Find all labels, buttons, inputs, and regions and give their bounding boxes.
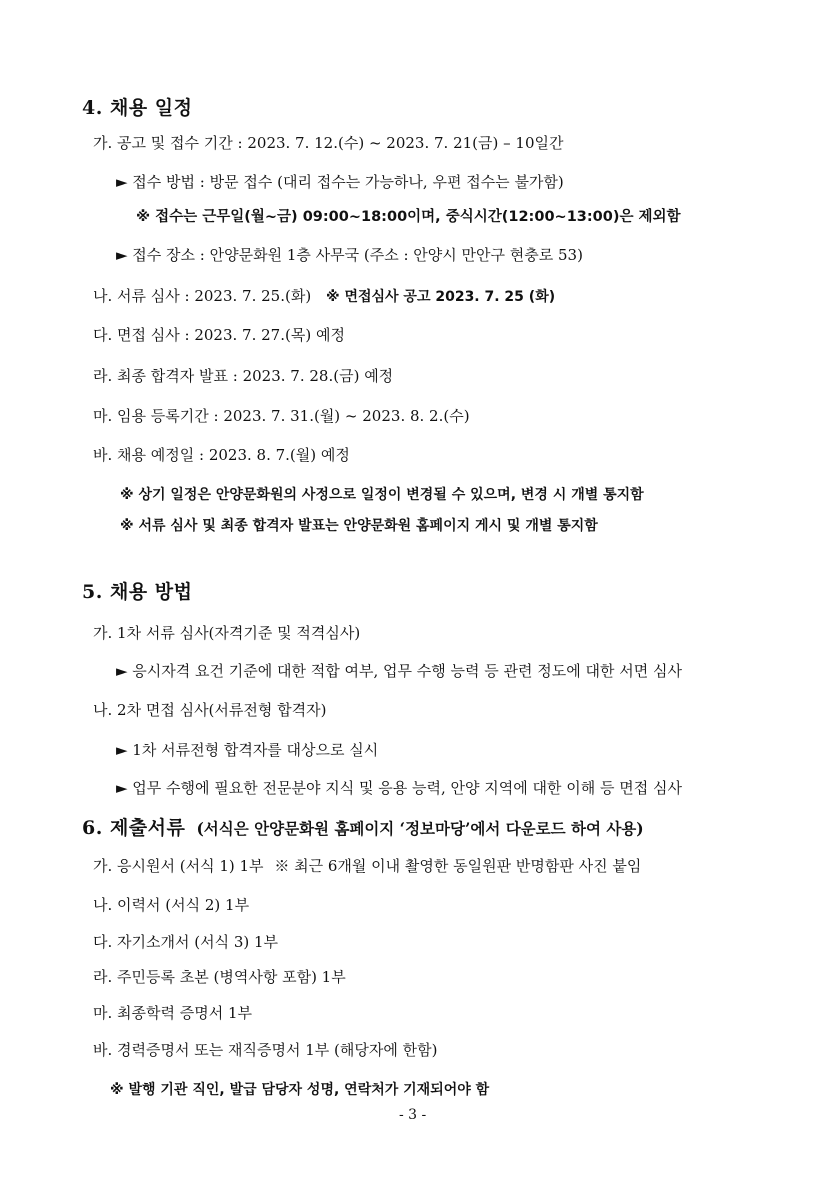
s4-item-ga: 가. 공고 및 접수 기간 : 2023. 7. 12.(수) ~ 2023. 7. 21(금) – 10일간 <box>93 134 564 152</box>
s4-item-na-note: ※ 면접심사 공고 2023. 7. 25 (화) <box>325 289 556 305</box>
s6-item-ga-note: ※ 최근 6개월 이내 촬영한 동일원판 반명함판 사진 붙임 <box>274 857 642 875</box>
s5-item-ga-sub: ► 응시자격 요건 기준에 대한 적합 여부, 업무 수행 능력 등 관련 정도에 대한 서면 심사 <box>116 662 682 680</box>
s4-receipt-method-note: ※ 접수는 근무일(월~금) 09:00~18:00이며, 중식시간(12:00~13:00)은 제외함 <box>136 209 681 225</box>
section-6-title: 6. 제출서류 <box>82 817 186 839</box>
s5-item-na-sub-1: ► 1차 서류전형 합격자를 대상으로 실시 <box>116 741 379 759</box>
s6-item-ra: 라. 주민등록 초본 (병역사항 포함) 1부 <box>93 968 346 986</box>
s6-item-na: 나. 이력서 (서식 2) 1부 <box>93 896 250 914</box>
section-6-heading <box>82 819 644 838</box>
s6-item-ga <box>93 859 641 874</box>
s6-item-ma: 마. 최종학력 증명서 1부 <box>93 1004 253 1022</box>
s4-item-ra: 라. 최종 합격자 발표 : 2023. 7. 28.(금) 예정 <box>93 367 394 385</box>
s4-item-ba: 바. 채용 예정일 : 2023. 8. 7.(월) 예정 <box>93 446 350 464</box>
s4-item-da: 다. 면접 심사 : 2023. 7. 27.(목) 예정 <box>93 326 345 344</box>
s4-receipt-place: ► 접수 장소 : 안양문화원 1층 사무국 (주소 : 안양시 만안구 현충로 53) <box>116 246 583 264</box>
s4-item-na <box>93 289 555 304</box>
page-number: - 3 - <box>399 1107 427 1123</box>
s4-receipt-method: ► 접수 방법 : 방문 접수 (대리 접수는 가능하나, 우편 접수는 불가함) <box>116 173 564 191</box>
s4-note-1: ※ 상기 일정은 안양문화원의 사정으로 일정이 변경될 수 있으며, 변경 시 개별 통지함 <box>120 487 644 503</box>
section-6-subtitle: (서식은 안양문화원 홈페이지 ‘정보마당’에서 다운로드 하여 사용) <box>196 819 644 838</box>
s6-item-da: 다. 자기소개서 (서식 3) 1부 <box>93 933 279 951</box>
section-4-title: 4. 채용 일정 <box>82 97 193 119</box>
s6-item-ga-text: 가. 응시원서 (서식 1) 1부 <box>93 857 264 875</box>
s5-item-na-sub-2: ► 업무 수행에 필요한 전문분야 지식 및 응용 능력, 안양 지역에 대한 이해 등 면접 심사 <box>116 779 682 797</box>
s4-note-2: ※ 서류 심사 및 최종 합격자 발표는 안양문화원 홈페이지 게시 및 개별 통지함 <box>120 518 598 534</box>
s4-item-na-text: 나. 서류 심사 : 2023. 7. 25.(화) <box>93 287 312 305</box>
s5-item-na: 나. 2차 면접 심사(서류전형 합격자) <box>93 701 327 719</box>
section-5-title: 5. 채용 방법 <box>82 581 193 603</box>
s6-item-ba: 바. 경력증명서 또는 재직증명서 1부 (해당자에 한함) <box>93 1041 438 1059</box>
s4-item-ma: 마. 임용 등록기간 : 2023. 7. 31.(월) ~ 2023. 8. 2.(수) <box>93 407 470 425</box>
s6-note: ※ 발행 기관 직인, 발급 담당자 성명, 연락처가 기재되어야 함 <box>110 1082 490 1098</box>
s5-item-ga: 가. 1차 서류 심사(자격기준 및 적격심사) <box>93 624 361 642</box>
